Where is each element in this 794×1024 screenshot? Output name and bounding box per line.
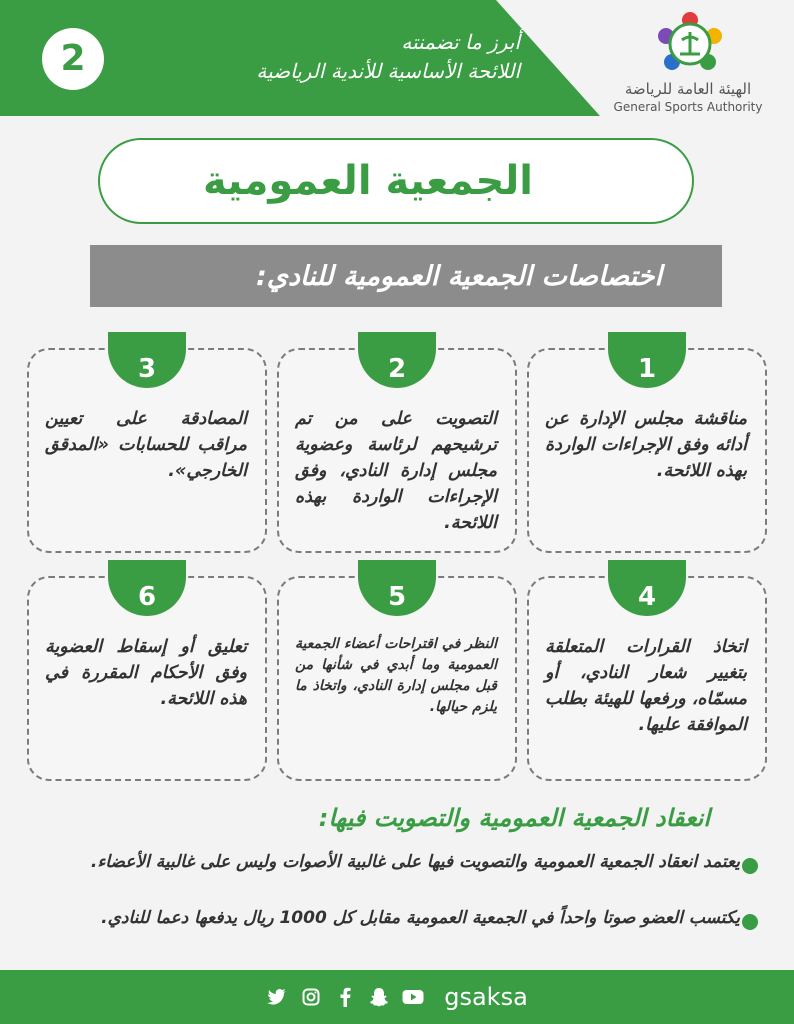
subtitle-banner <box>90 245 722 307</box>
bullet-text: يكتسب العضو صوتا واحداً في الجمعية العمومية مقابل كل 1000 ريال يدفعها دعما للنادي. <box>101 908 740 928</box>
section-heading: انعقاد الجمعية العمومية والتصويت فيها: <box>318 804 710 832</box>
footer-bar <box>0 970 794 1024</box>
card-text: المصادقة على تعيين مراقب للحسابات «المدقق الخارجي». <box>45 409 247 481</box>
card-2 <box>277 348 517 553</box>
org-name-english: General Sports Authority <box>613 100 763 114</box>
bullet-item-1 <box>40 850 740 875</box>
card-3 <box>27 348 267 553</box>
title-pill <box>98 138 694 224</box>
snapchat-icon[interactable] <box>368 986 390 1008</box>
card-5 <box>277 576 517 781</box>
header-title <box>120 28 520 86</box>
card-4 <box>527 576 767 781</box>
card-text: تعليق أو إسقاط العضوية وفق الأحكام المقررة في هذه اللائحة. <box>45 637 247 709</box>
gsa-logo <box>650 10 730 76</box>
bullet-text: يعتمد انعقاد الجمعية العمومية والتصويت فيها على غالبية الأصوات وليس على غالبية الأعضاء. <box>90 852 740 872</box>
social-handle[interactable]: gsaksa <box>444 983 528 1011</box>
card-number: 5 <box>358 560 436 616</box>
page-title: الجمعية العمومية <box>202 158 534 204</box>
card-text: التصويت على من تم ترشيحهم لرئاسة وعضوية مجلس إدارة النادي، وفق الإجراءات الواردة بهذه اللائحة. <box>295 409 497 533</box>
header-line-2: اللائحة الأساسية للأندية الرياضية <box>256 59 520 83</box>
card-text: مناقشة مجلس الإدارة عن أدائه وفق الإجراءات الواردة بهذه اللائحة. <box>545 409 747 481</box>
card-number: 1 <box>608 332 686 388</box>
card-text: النظر في اقتراحات أعضاء الجمعية العمومية وما أبدي في شأنها من قبل مجلس إدارة النادي، واتخاذ ما يلزم حيالها. <box>295 636 497 715</box>
card-text: اتخاذ القرارات المتعلقة بتغيير شعار النادي، أو مسمّاه، ورفعها للهيئة بطلب الموافقة عليها. <box>545 637 747 735</box>
org-name-arabic: الهيئة العامة للرياضة <box>624 80 752 98</box>
bullet-dot-icon <box>742 858 758 874</box>
subtitle-text: اختصاصات الجمعية العمومية للنادي: <box>255 260 662 292</box>
facebook-icon[interactable] <box>334 986 356 1008</box>
header-line-1: أبرز ما تضمنته <box>401 30 520 54</box>
card-6 <box>27 576 267 781</box>
twitter-icon[interactable] <box>266 986 288 1008</box>
card-number: 3 <box>108 332 186 388</box>
card-number: 4 <box>608 560 686 616</box>
instagram-icon[interactable] <box>300 986 322 1008</box>
bullet-dot-icon <box>742 914 758 930</box>
header-number-badge: 2 <box>42 28 104 90</box>
card-1 <box>527 348 767 553</box>
card-number: 2 <box>358 332 436 388</box>
bullet-item-2 <box>40 906 740 931</box>
youtube-icon[interactable] <box>402 986 424 1008</box>
card-number: 6 <box>108 560 186 616</box>
